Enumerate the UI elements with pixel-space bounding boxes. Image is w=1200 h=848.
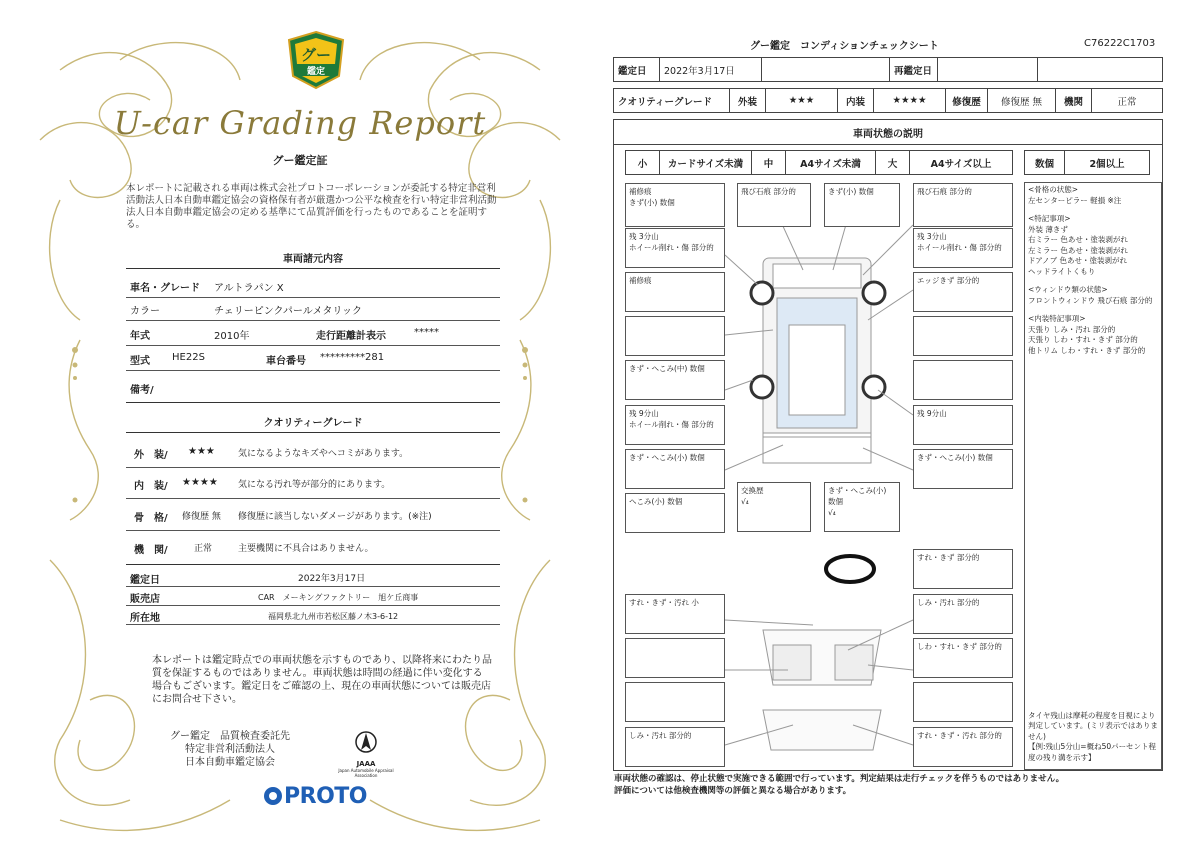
svg-text:鑑定: 鑑定 — [306, 67, 326, 77]
size-legend-table: 小 カードサイズ未満 中 A4サイズ未満 大 A4サイズ以上 — [625, 150, 1013, 175]
damage-cell: しわ・すれ・きず 部分的 — [913, 638, 1013, 678]
quality-row-frame: 骨 格/ 修復歴 無 修復歴に該当しないダメージがあります。(※注) — [126, 509, 500, 531]
spec-row-color: カラー チェリーピンクパールメタリック — [126, 302, 500, 321]
divider — [126, 402, 500, 403]
damage-cell: 残 9分山 — [913, 405, 1013, 445]
quality-heading: クオリティーグレード — [263, 418, 363, 429]
damage-cell: 残 9分山 ホイール削れ・傷 部分的 — [625, 405, 725, 445]
damage-cell: 残 3分山 ホイール削れ・傷 部分的 — [913, 228, 1013, 268]
damage-cell: 飛び石痕 部分的 — [737, 183, 811, 227]
damage-cell: 交換歴 √₄ — [737, 482, 811, 532]
section-title: 車両状態の説明 — [853, 129, 923, 140]
notes-panel: <骨格の状態> 左センターピラー 軽損 ※注 <特記事項> 外装 薄きず 右ミラー 色あせ・塗装剥がれ 左ミラー 色あせ・塗装剥がれ ドアノブ 色あせ・塗装剥がれ ヘッドライトくもり <ウィンドウ類の状態> フロントウィンドウ 飛び石痕 部分的 <内装特記事項> 天張り しみ・汚れ 部分的 天張り しわ・すれ・きず 部分的 他トリム しわ・すれ・きず 部分的 タイヤ残山は摩耗の程度を目視により判定しています。(ミリ表示ではありません) 【例:残山5分山=概ね50パーセント程度の残り溝を示す】 — [1024, 182, 1162, 770]
wheel-rear-right — [863, 376, 885, 398]
goo-appraisal-badge — [287, 30, 345, 90]
spec-row-remarks: 備考/ — [130, 385, 154, 396]
damage-cell: エッジきず 部分的 — [913, 272, 1013, 312]
quality-row-exterior: 外 装/ ★★★ 気になるようなキズやヘコミがあります。 — [126, 446, 500, 468]
damage-cell: すれ・きず 部分的 — [913, 549, 1013, 589]
tire-note: タイヤ残山は摩耗の程度を目視により判定しています。(ミリ表示ではありません) 【例:残山5分山=概ね50パーセント程度の残り溝を示す】 — [1028, 710, 1158, 762]
damage-cell: 補修痕 — [625, 272, 725, 312]
spec-heading: 車両諸元内容 — [283, 254, 343, 265]
damage-cell: すれ・きず・汚れ 部分的 — [913, 727, 1013, 767]
damage-cell — [625, 682, 725, 722]
divider — [613, 144, 1163, 145]
damage-cell: しみ・汚れ 部分的 — [913, 594, 1013, 634]
certificate-subtitle: グー鑑定証 — [272, 154, 328, 167]
quality-row-engine: 機 関/ 正常 主要機関に不具合はありません。 — [134, 544, 374, 556]
damage-cell: きず(小) 数個 — [824, 183, 900, 227]
damage-cell — [625, 638, 725, 678]
proto-mark-icon — [264, 787, 282, 805]
quality-row-interior: 内 装/ ★★★★ 気になる汚れ等が部分的にあります。 — [126, 477, 500, 499]
jaaa-emblem-icon — [354, 730, 378, 756]
damage-cell — [913, 360, 1013, 400]
spec-row-model: 型式 HE22S 車台番号 *********281 — [126, 352, 500, 371]
spec-row-name: 車名・グレード アルトラパン X — [126, 279, 500, 298]
steering-wheel-icon — [826, 556, 874, 582]
signature-block: グー鑑定 品質検査委託先 特定非営利活動法人 日本自動車鑑定協会 — [170, 731, 290, 768]
divider — [126, 432, 500, 433]
damage-cell: きず・へこみ(小) 数個 — [625, 449, 725, 489]
damage-cell: しみ・汚れ 部分的 — [625, 727, 725, 767]
sheet-code: C76222C1703 — [1084, 38, 1156, 49]
divider — [126, 564, 500, 565]
certificate-footer: 本レポートは鑑定時点での車両状態を示すものであり、以降将来にわたり品質を保証するものではありません。車両状態は時間の経過に伴い変化する場合もございます。鑑定日をご確認の上、現在の車両状態については販売店にお問合せ下さい。 — [152, 655, 492, 705]
spec-row-year: 年式 2010年 走行距離計表示 ***** — [126, 327, 500, 346]
certificate-intro: 本レポートに記載される車両は株式会社プロトコーポレーションが委託する特定非営利活動法人日本自動車鑑定協会の資格保有者が厳選かつ公平な検査を行い特定非営利活動法人日本自動車鑑定協会の定める基準にて品質評価を行ったものであることを証明する。 — [126, 183, 497, 230]
sheet-disclaimer: 車両状態の確認は、停止状態で実施できる範囲で行っています。判定結果は走行チェックを伴うものではありません。 評価については他検査機関等の評価と異なる場合があります。 — [614, 774, 1065, 796]
damage-cell: きず・へこみ(中) 数個 — [625, 360, 725, 400]
damage-cell — [625, 316, 725, 356]
damage-cell — [913, 316, 1013, 356]
wheel-rear-left — [751, 376, 773, 398]
svg-text:グー: グー — [300, 46, 332, 64]
damage-cell: 飛び石痕 部分的 — [913, 183, 1013, 227]
quality-grade-table: クオリティーグレード 外装 ★★★ 内装 ★★★★ 修復歴 修復歴 無 機関 正常 — [613, 88, 1163, 113]
damage-cell: へこみ(小) 数個 — [625, 493, 725, 533]
damage-cell: 残 3分山 ホイール削れ・傷 部分的 — [625, 228, 725, 268]
wheel-front-left — [751, 282, 773, 304]
damage-cell — [913, 682, 1013, 722]
report-title: U-car Grading Report — [113, 104, 487, 142]
info-row-date: 鑑定日 2022年3月17日 — [126, 571, 500, 587]
sheet-title: グー鑑定 コンディションチェックシート — [750, 41, 939, 52]
info-row-address: 所在地 福岡県北九州市若松区藤ノ木3-6-12 — [126, 609, 500, 625]
date-table: 鑑定日 2022年3月17日 再鑑定日 — [613, 57, 1163, 82]
damage-cell: すれ・きず・汚れ 小 — [625, 594, 725, 634]
wheel-front-right — [863, 282, 885, 304]
damage-cell: 補修痕 きず(小) 数個 — [625, 183, 725, 227]
proto-logo: PROTO — [264, 784, 367, 809]
jaaa-logo: JAAA Japan Automobile Appraisal Association — [338, 730, 394, 778]
divider — [126, 268, 500, 269]
damage-cell: きず・へこみ(小) 数個 — [913, 449, 1013, 489]
info-row-shop: 販売店 CAR メーキングファクトリー 旭ケ丘商事 — [126, 590, 500, 606]
count-legend-table: 数個 2個以上 — [1024, 150, 1150, 175]
damage-cell: きず・へこみ(小) 数個 √₄ — [824, 482, 900, 532]
